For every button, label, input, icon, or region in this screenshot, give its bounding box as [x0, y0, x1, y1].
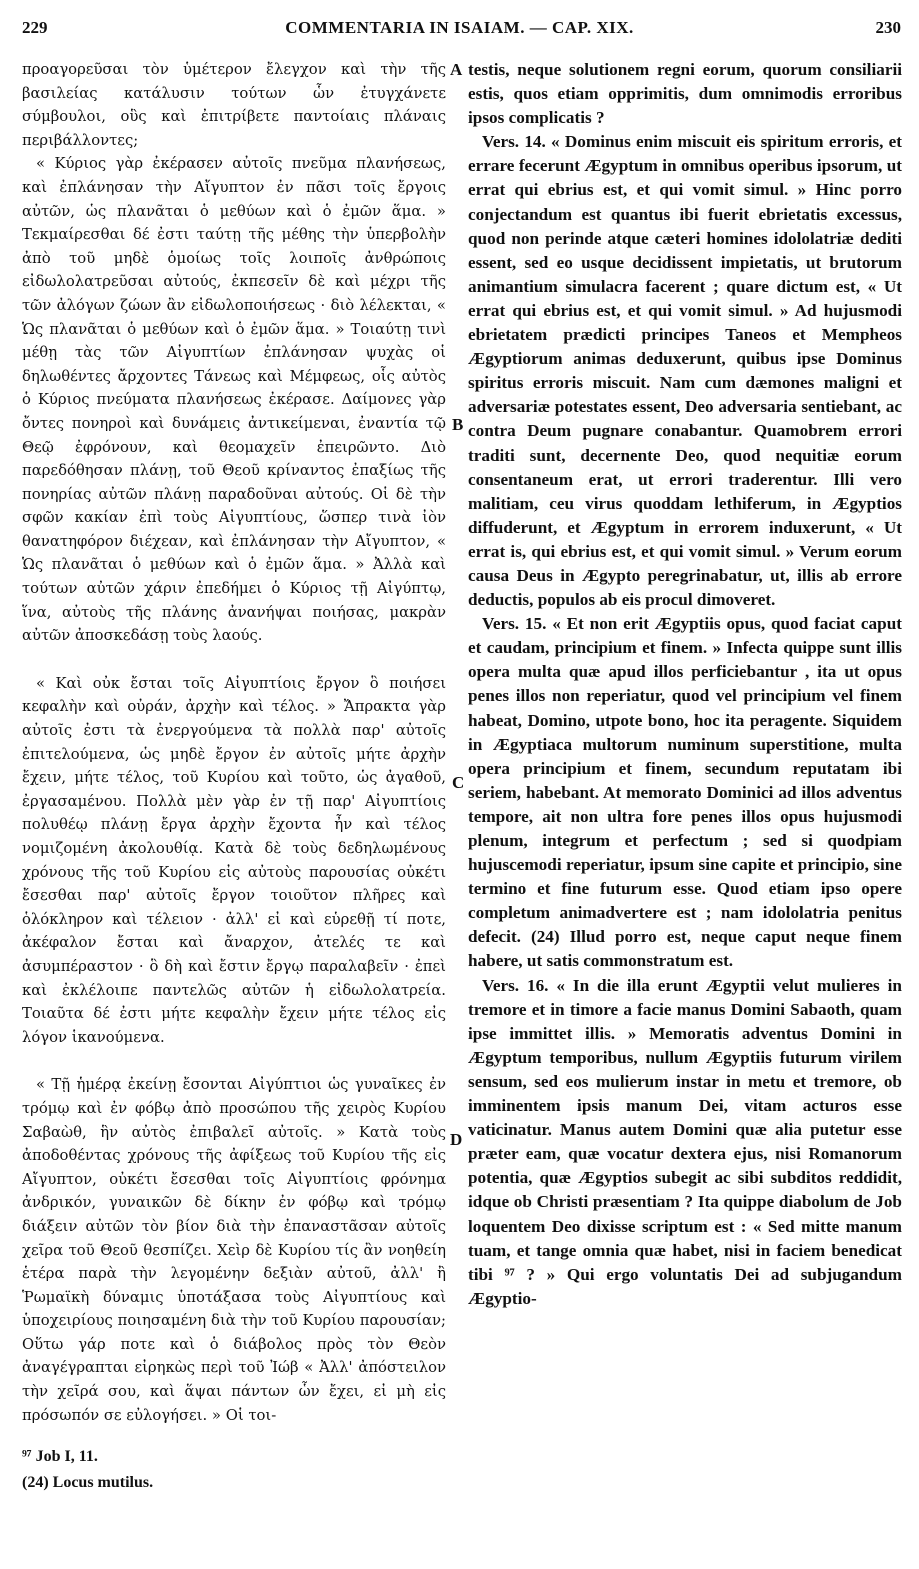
margin-marker-c: C [452, 773, 465, 792]
page-number-right: 230 [875, 18, 901, 37]
greek-paragraph: « Κύριος γὰρ ἐκέρασεν αὐτοῖς πνεῦμα πλανήσεως, καὶ ἐπλάνησαν τὴν Αἴγυπτον ἐν πᾶσι τοῖς ἔργοις αὐτῶν, ὡς πλανᾶται ὁ μεθύων καὶ ὁ ἐμῶν ἅμα. » Τεκμαίρεσθαι δέ ἐστι ταύτῃ τῆς μέθης τὴν ὑπερβολὴν ἀπὸ τοῦ μηδὲ ὁμοίως τοῖς λοιποῖς ἀνθρώποις εἰδωλολατρεῦσαι αὐτούς, ἐκπεσεῖν δὲ καὶ μέχρι τῆς τῶν ἀλόγων ζώων ἂν εἰδωλοποιήσεως · διὸ λέλεκται, « Ὡς πλανᾶται ὁ μεθύων καὶ ὁ ἐμῶν ἅμα. » Τοιαύτῃ τινὶ μέθῃ τὰς τῶν Αἰγυπτίων ἐπλάνησαν ψυχὰς οἱ δηλωθέντες ἄρχοντες Τάνεως καὶ Μέμφεως, οἷς αὐτὸς ὁ Κύριος πνεύματα πλανήσεως ἐκέρασε. Δαίμονες γὰρ ὄντες πονηροὶ καὶ δυνάμεις ἀντικείμεναι, ἐναντία τῷ Θεῷ ἐφρόνουν, καὶ θεομαχεῖν ἐπειρῶντο. Διὸ παρεδόθησαν πλάνῃ, τοῦ Θεοῦ κρίναντος ἐπαξίως τῆς πονηρίας αὐτῶν πλάνῃ παραδοῦναι αὐτούς. Οἱ δὲ τὴν σφῶν κακίαν ἐπὶ τοὺς Αἰγυπτίους, ὥσπερ τινὰ ἰὸν θανατηφόρον διέχεαν, καὶ ἐπλάνησαν τὴν Αἴγυπτον, « Ὡς πλανᾶται ὁ μεθύων καὶ ὁ ἐμῶν ἅμα. » Ἀλλὰ καὶ τούτων αὐτῶν χάριν ἐπεδήμει ὁ Κύριος τῇ Αἰγύπτῳ, ἵνα, αὐτοὺς τῆς πλάνης ἀνανήψαι ποιήσας, μακρὰν αὐτῶν ἀποσκεδάσῃ τοὺς λαούς. [22, 155, 446, 645]
latin-paragraph: Vers. 16. « In die illa erunt Ægyptii velut mulieres in tremore et in timore a facie manus Domini Sabaoth, quam ipse immittet illis. » Memoratis adventus Domini in Ægyptum temporibus, nullum Ægyptiis futurum virilem sensum, sed eos mulierum instar in metu et tremore, ob imminentem ipsis manum Dei, vitam acturos esse vaticinatur. Manus autem Domini quæ alia putetur esse præter eam, quæ vocatur dextera ejus, nisi Romanorum potentia, quæ Ægyptios subegit ac sibi subditos reddidit, idque ob Christi præsentiam ? Ita quippe diabolum de Job loquentem Deo dixisse scriptum est : « Sed mitte manum tuam, et tange omnia quæ habet, nisi in faciem benedicat tibi ⁹⁷ ? » Qui ergo voluntatis Dei ad subjugandum Ægyptio- [468, 975, 902, 1308]
greek-paragraph: « Τῇ ἡμέρᾳ ἐκείνῃ ἔσονται Αἰγύπτιοι ὡς γυναῖκες ἐν τρόμῳ καὶ ἐν φόβῳ ἀπὸ προσώπου τῆς χειρὸς Κυρίου Σαβαὼθ, ἣν αὐτὸς ἐπιβαλεῖ αὐτοῖς. » Κατὰ τοὺς ἀποδοθέντας χρόνους τῆς ἀφίξεως τοῦ Κυρίου τῆς εἰς Αἴγυπτον, οὐκέτι ἔσεσθαι τοῖς Αἰγυπτίοις φρόνημα ἀνδρικόν, γυναικῶν δὲ δίκην ἐν φόβῳ καὶ τρόμῳ διάξειν αὐτῶν τὸν βίον διὰ τὴν ἐπαναστᾶσαν αὐτοῖς χεῖρα τοῦ Θεοῦ θεσπίζει. Χεὶρ δὲ Κυρίου τίς ἂν νοηθείη ἑτέρα παρὰ τὴν λεγομένην δεξιὰν αὐτοῦ, ἀλλ' ἢ Ῥωμαϊκὴ δύναμις ὑποτάξασα τοὺς Αἰγυπτίους καὶ ὑποχειρίους ποιησαμένη διὰ τὴν τοῦ Κυρίου παρουσίαν; Οὕτω γάρ ποτε καὶ ὁ διάβολος πρὸς τὸν Θεὸν ἀναγέγραπται εἰρηκὼς περὶ τοῦ Ἰώβ « Ἀλλ' ἀπόστειλον τὴν χεῖρά σου, καὶ ἅψαι πάντων ὧν ἔχει, εἰ μὴ εἰς πρόσωπόν σε εὐλογήσει. » Οἱ τοι- [22, 1076, 446, 1424]
margin-marker-b: B [452, 415, 464, 434]
margin-marker-d: D [450, 1130, 463, 1149]
running-head [0, 18, 919, 44]
greek-column [22, 58, 446, 1427]
margin-marker-a: A [450, 60, 463, 79]
latin-column [468, 58, 902, 1311]
page-number-left: 229 [22, 18, 48, 37]
latin-paragraph: Vers. 14. « Dominus enim miscuit eis spiritum erroris, et errare fecerunt Ægyptum in omnibus operibus ipsorum, ut errat qui ebrius est, et qui vomit simul. » Hinc porro conjectandum est quantus ibi fuerit ebrietatis excessus, quod non perinde atque cæteri homines idololatriæ dediti essent, sed eo usque decidissent impietatis, ut brutorum animantium simulacra facerent ; quare dictum est, « Ut errat qui ebrius est, et qui vomit simul. » Ad hujusmodi ebrietatem prædicti principes Taneos et Mempheos Ægyptiorum animas deduxerunt, quibus ipse Dominus spiritus erroris miscuit. Nam cum dæmones maligni et adversariæ potestates essent, Deo adversaria sentiebant, ac contra Deum pugnare conabantur. Quamobrem errori traditi sunt, decernente Deo, quod nequitiæ eorum consentaneum erat, ut errori traderentur. Illi vero malitiam, ceu virus quoddam lethiferum, in Ægyptios diffuderunt, et Ægyptum in errorem induxerunt, « Ut errat is, qui ebrius est, et qui vomit simul. » Verum eorum causa Deus in Ægypto peregrinabatur, ut, illis ab errore deductis, populos ab eis procul dimoveret. [468, 132, 902, 610]
footnotes [22, 1444, 446, 1496]
footnote: (24) Locus mutilus. [22, 1474, 154, 1491]
greek-paragraph: προαγορεῦσαι τὸν ὑμέτερον ἔλεγχον καὶ τὴν τῆς βασιλείας κατάλυσιν τούτων ὧν ἐτυγχάνετε σύμβουλοι, οὓς καὶ ἐπιτρίβετε παντοίαις πλάναις περιβάλλοντες; [22, 61, 446, 149]
latin-paragraph: testis, neque solutionem regni eorum, quorum consiliarii estis, quos etiam opprimitis, dum omnimodis erroribus ipsos complicatis ? [468, 60, 902, 128]
greek-paragraph: « Καὶ οὐκ ἔσται τοῖς Αἰγυπτίοις ἔργον ὃ ποιήσει κεφαλὴν καὶ οὐράν, ἀρχὴν καὶ τέλος. » Ἄπρακτα γὰρ αὐτοῖς ἐστι τὰ ἐνεργούμενα τὰ πολλὰ παρ' αὐτοῖς ἐπιτελούμενα, ὡς μηδὲ ἔργον ἐν αὐτοῖς μήτε ἀρχὴν ἔχειν, μήτε τέλος, τοῦ Κυρίου καὶ τοῦτο, ὡς ἀγαθοῦ, ἐργασαμένου. Πολλὰ μὲν γὰρ ἐν τῇ παρ' Αἰγυπτίοις πολυθέῳ πλάνῃ ἔργα ἀρχὴν ἔχοντα ἦν καὶ τέλος νομιζομένη ἀκολουθίᾳ. Κατὰ δὲ τοὺς δεδηλωμένους χρόνους τῆς τοῦ Κυρίου εἰς αὐτοὺς παρουσίας οὐκέτι ἔσεσθαι παρ' αὐτοῖς ἔργον τοιοῦτον πλῆρες καὶ ὁλόκληρον καὶ τέλειον · ἀλλ' εἰ καὶ εὑρεθῇ τί ποτε, ἀκέφαλον ἔσται καὶ ἄναρχον, ἀτελές τε καὶ ἀσυμπέραστον · ὃ δὴ καὶ ἔστιν ἔργῳ παραλαβεῖν · ἐπεὶ καὶ ἐκλέλοιπε παντελῶς αὐτῶν ἡ εἰδωλολατρεία. Τοιαῦτα δέ ἐστι μήτε κεφαλὴν ἔχειν μήτε τέλος εἰς λόγον ἱκανούμενα. [22, 674, 446, 1046]
running-title: COMMENTARIA IN ISAIAM. — CAP. XIX. [285, 18, 634, 37]
latin-paragraph: Vers. 15. « Et non erit Ægyptiis opus, quod faciat caput et caudam, principium et finem. » Infecta quippe sunt illis opera multa quæ apud illos perficiebantur , ita ut opus penes illos non reperiatur, quod vel principium vel finem habeat, Domino, utpote bono, hoc ita peragente. Siquidem in Ægyptiaca multorum numinum superstitione, multa opera principium et finem, secundum reputatam ibi seriem, habebant. At memorato Dominici ad illos adventus tempore, ait non ultra fore penes illos opus hujusmodi plenum, integrum et perfectum ; sed si quodpiam hujuscemodi reperiatur, ipsum sine capite et principio, sine termino et fine futurum esse. Quod etiam ipso opere completum animadvertere est ; nam idololatria penitus defecit. (24) Illud porro est, neque caput neque finem habere, ut satis commonstratum est. [468, 614, 902, 971]
footnote: ⁹⁷ Job I, 11. [22, 1448, 98, 1465]
